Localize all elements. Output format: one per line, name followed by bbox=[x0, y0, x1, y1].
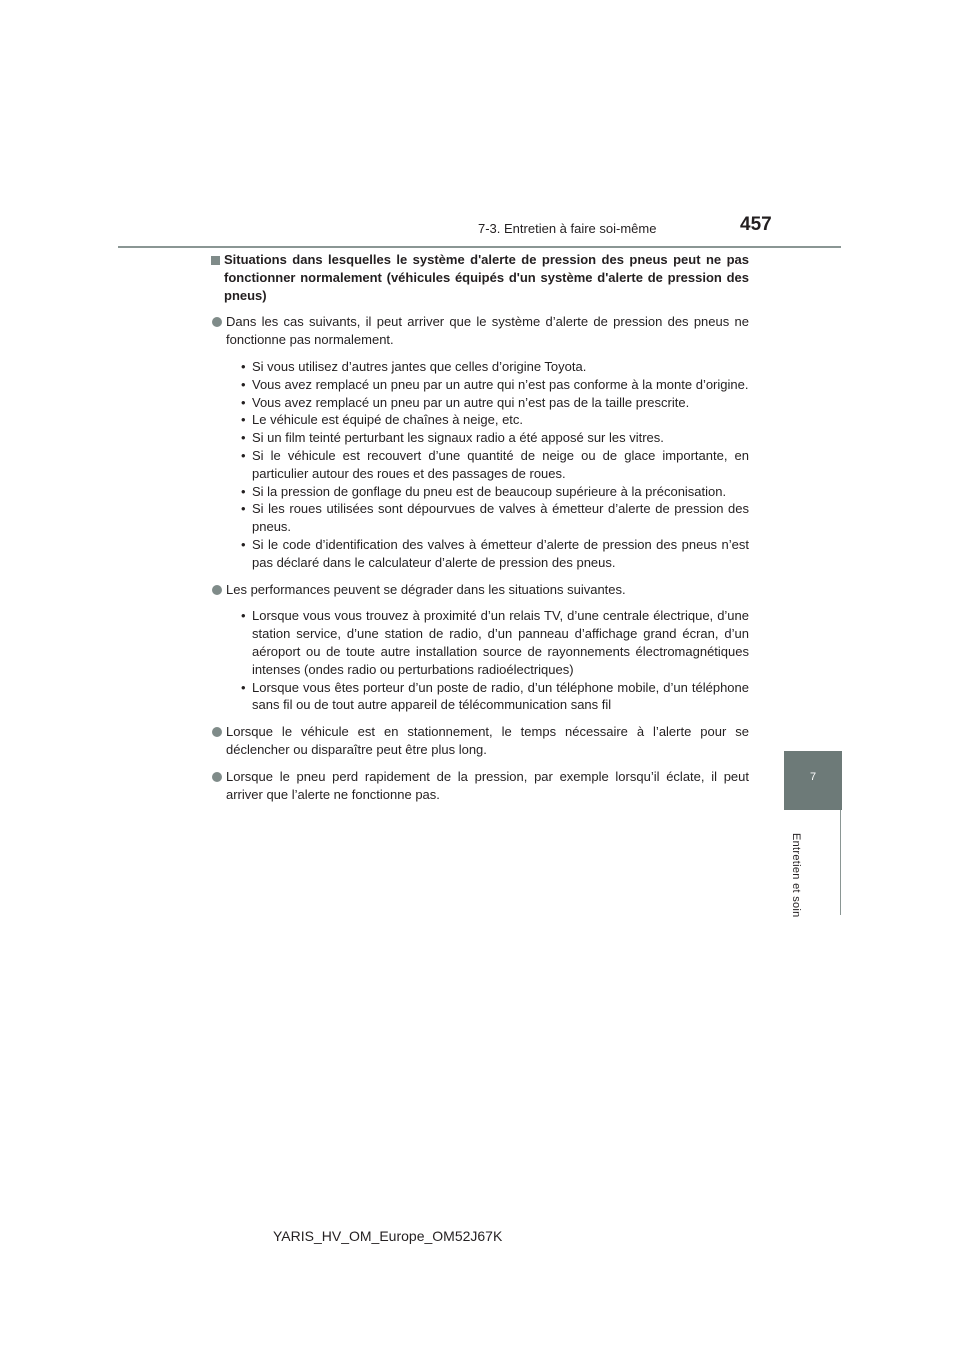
bullet-icon: • bbox=[241, 608, 246, 624]
list-item bbox=[241, 411, 749, 429]
list-item-text: Vous avez remplacé un pneu par un autre qui n’est pas de la taille prescrite. bbox=[252, 394, 690, 410]
section-heading bbox=[211, 251, 749, 304]
bullet-icon: • bbox=[241, 358, 246, 374]
point-text: Lorsque le pneu perd rapidement de la pression, par exemple lorsqu’il éclate, il peut arriver que l’alerte ne fonctionne pas. bbox=[226, 768, 749, 802]
bullet-icon: • bbox=[241, 679, 246, 695]
list-item-text: Lorsque vous êtes porteur d’un poste de radio, d’un téléphone mobile, d’un téléphone sans fil ou de tout autre appareil de télécommunication sans fil bbox=[252, 679, 749, 713]
circle-bullet-icon bbox=[212, 585, 222, 595]
list-item bbox=[241, 607, 749, 678]
list-item bbox=[241, 447, 749, 483]
list-item-text: Si le code d’identification des valves à émetteur d’alerte de pression des pneus n’est pas déclaré dans le calculateur d’alerte de pression des pneus. bbox=[252, 536, 749, 570]
point-paragraph bbox=[211, 723, 749, 759]
section-title: 7-3. Entretien à faire soi-même bbox=[478, 221, 657, 236]
list-item bbox=[241, 500, 749, 536]
point-list bbox=[211, 313, 749, 803]
list-item-text: Le véhicule est équipé de chaînes à neige, etc. bbox=[252, 412, 524, 428]
list-item bbox=[241, 679, 749, 715]
bullet-icon: • bbox=[241, 447, 246, 463]
point-text: Les performances peuvent se dégrader dans les situations suivantes. bbox=[226, 581, 626, 597]
bullet-icon: • bbox=[241, 536, 246, 552]
document-code: YARIS_HV_OM_Europe_OM52J67K bbox=[273, 1228, 503, 1244]
section-heading-text: Situations dans lesquelles le système d'alerte de pression des pneus peut ne pas fonctionner normalement (véhicules équipés d'un système d'alerte de pression des pneus) bbox=[224, 252, 749, 303]
chapter-label: Entretien et soin bbox=[790, 833, 802, 918]
bullet-icon: • bbox=[241, 501, 246, 517]
point-text: Lorsque le véhicule est en stationnement, le temps nécessaire à l’alerte pour se déclencher ou disparaître peut être plus long. bbox=[226, 724, 749, 757]
point-paragraph bbox=[211, 768, 749, 804]
circle-bullet-icon bbox=[212, 727, 222, 737]
page-content bbox=[211, 251, 749, 812]
point-text: Dans les cas suivants, il peut arriver que le système d’alerte de pression des pneus ne fonctionne pas normalement. bbox=[226, 314, 749, 348]
chapter-rule bbox=[840, 810, 841, 915]
list-item-text: Lorsque vous vous trouvez à proximité d’un relais TV, d’une centrale électrique, d’une station service, d’une station de radio, d’un panneau d’affichage grand écran, d’un aéroport ou de toute autre installation source de rayonnements électromagnétiques intenses (ondes radio ou perturbations radioélectriques) bbox=[252, 608, 749, 677]
bullet-icon: • bbox=[241, 430, 246, 446]
list-item bbox=[241, 358, 749, 376]
point-paragraph bbox=[211, 581, 749, 599]
list-item bbox=[241, 536, 749, 572]
heading-square-marker-icon bbox=[211, 256, 220, 265]
chapter-tab-number: 7 bbox=[809, 771, 817, 783]
list-item bbox=[241, 394, 749, 412]
bullet-icon: • bbox=[241, 483, 246, 499]
bullet-icon: • bbox=[241, 376, 246, 392]
list-item-text: Si vous utilisez d’autres jantes que celles d’origine Toyota. bbox=[252, 358, 587, 374]
bullet-icon: • bbox=[241, 394, 246, 410]
list-item-text: Vous avez remplacé un pneu par un autre qui n’est pas conforme à la monte d’origine. bbox=[252, 376, 749, 392]
circle-bullet-icon bbox=[212, 772, 222, 782]
circle-bullet-icon bbox=[212, 317, 222, 327]
bullet-list bbox=[211, 358, 749, 572]
chapter-tab bbox=[784, 751, 842, 810]
list-item-text: Si le véhicule est recouvert d’une quantité de neige ou de glace importante, en particulier autour des roues et des passages de roues. bbox=[252, 447, 749, 481]
list-item bbox=[241, 483, 749, 501]
list-item-text: Si un film teinté perturbant les signaux radio a été apposé sur les vitres. bbox=[252, 430, 664, 446]
list-item bbox=[241, 376, 749, 394]
list-item-text: Si les roues utilisées sont dépourvues de valves à émetteur d’alerte de pression des pneus. bbox=[252, 501, 749, 535]
list-item-text: Si la pression de gonflage du pneu est de beaucoup supérieure à la préconisation. bbox=[252, 483, 727, 499]
bullet-list bbox=[211, 607, 749, 714]
bullet-icon: • bbox=[241, 412, 246, 428]
list-item bbox=[241, 429, 749, 447]
point-paragraph bbox=[211, 313, 749, 349]
page-number: 457 bbox=[740, 214, 772, 235]
header-rule bbox=[118, 246, 841, 248]
